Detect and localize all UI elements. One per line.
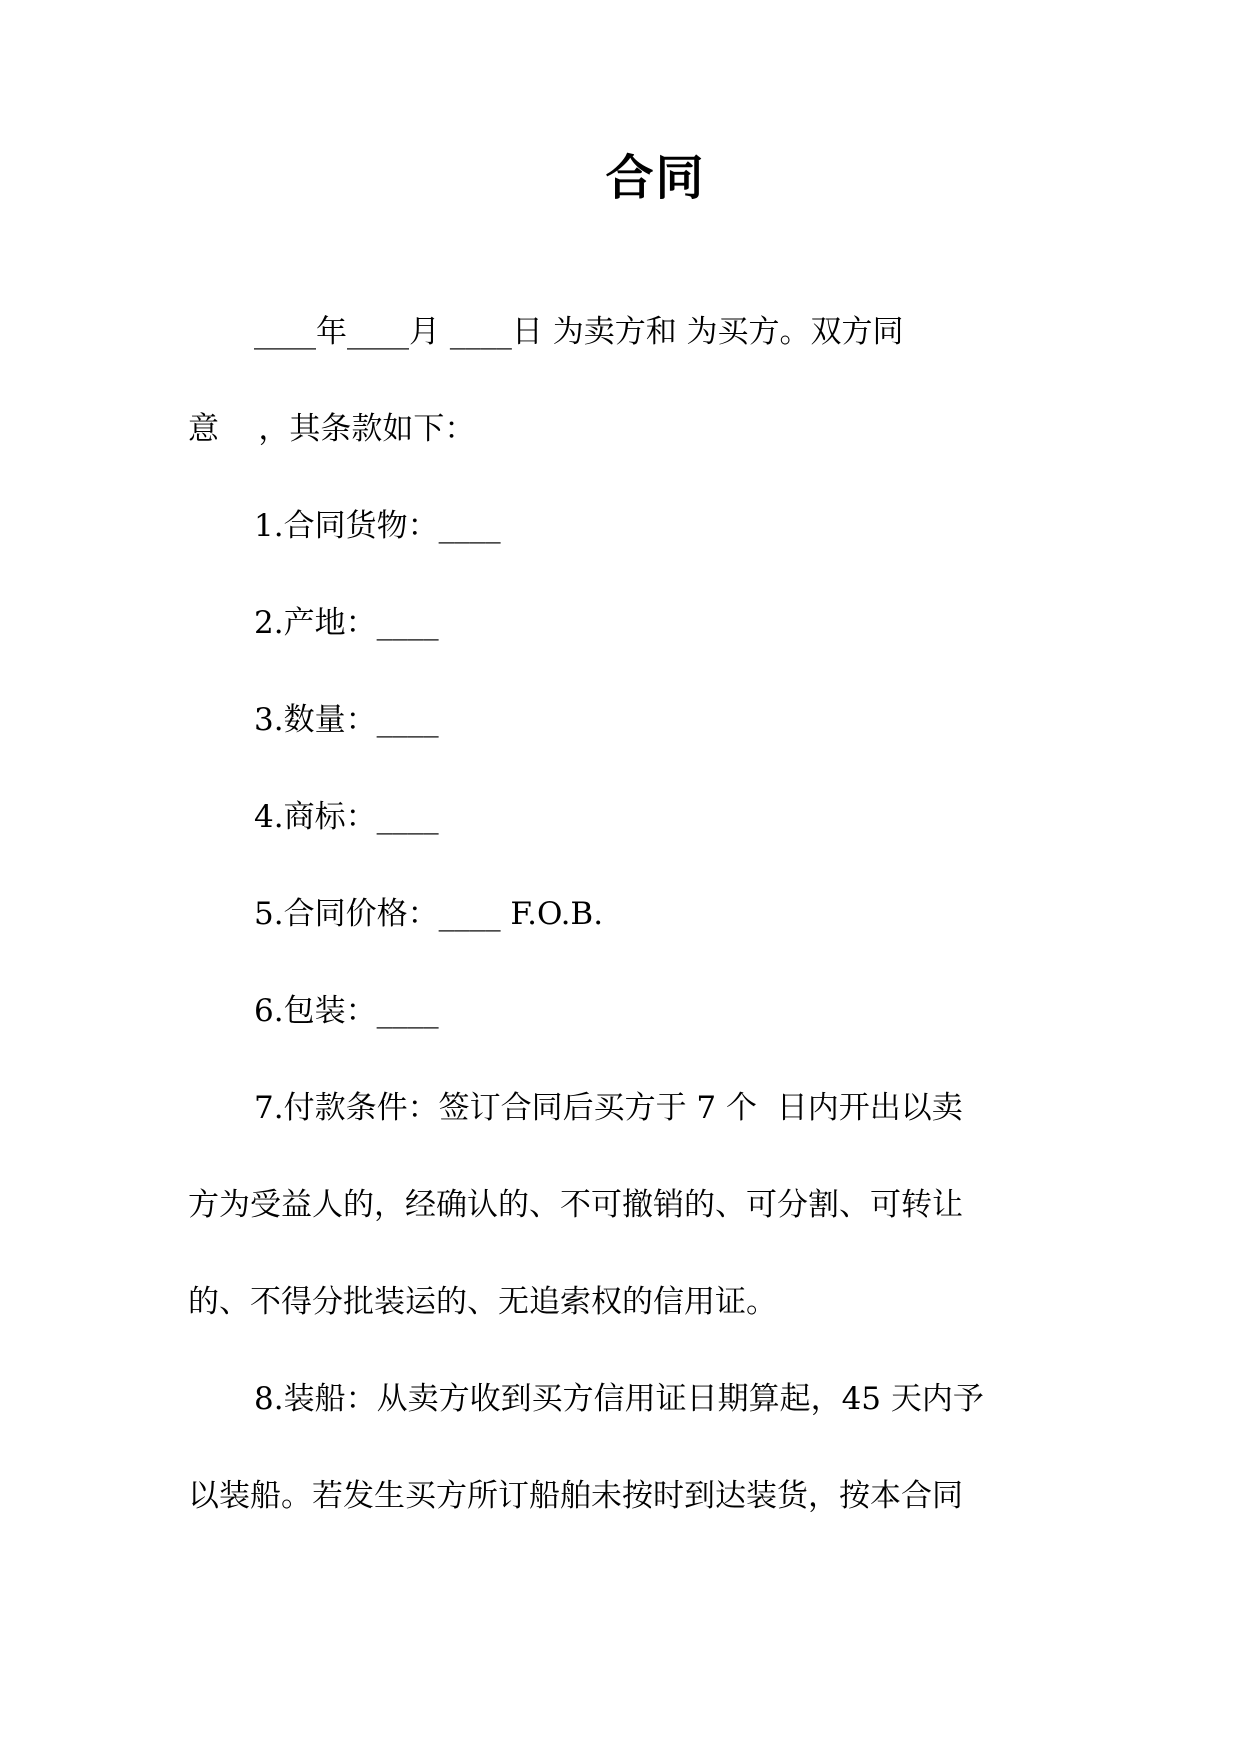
clause-goods: 1.合同货物：____	[254, 508, 501, 544]
clause-payment: 7.付款条件：签订合同后买方于 7 个 日内开出以卖	[254, 1090, 963, 1126]
clause-shipment-cont: 以装船。若发生买方所订船舶未按时到达装货，按本合同	[188, 1478, 963, 1514]
document-title: 合同	[605, 150, 706, 206]
clause-trademark: 4.商标：____	[254, 799, 439, 835]
clause-origin: 2.产地：____	[254, 605, 439, 641]
paragraph-line-intro: ____年____月 ____日 为卖方和 为买方。双方同	[254, 314, 904, 350]
clause-shipment: 8.装船：从卖方收到买方信用证日期算起，45 天内予	[254, 1381, 984, 1417]
paragraph-line-intro-cont: 意 ，其条款如下：	[188, 411, 476, 447]
clause-packing: 6.包装：____	[254, 993, 439, 1029]
clause-price: 5.合同价格：____ F.O.B.	[254, 896, 604, 932]
clause-quantity: 3.数量：____	[254, 702, 439, 738]
clause-payment-cont-2: 的、不得分批装运的、无追索权的信用证。	[188, 1284, 777, 1320]
clause-payment-cont-1: 方为受益人的，经确认的、不可撤销的、可分割、可转让	[188, 1187, 963, 1223]
